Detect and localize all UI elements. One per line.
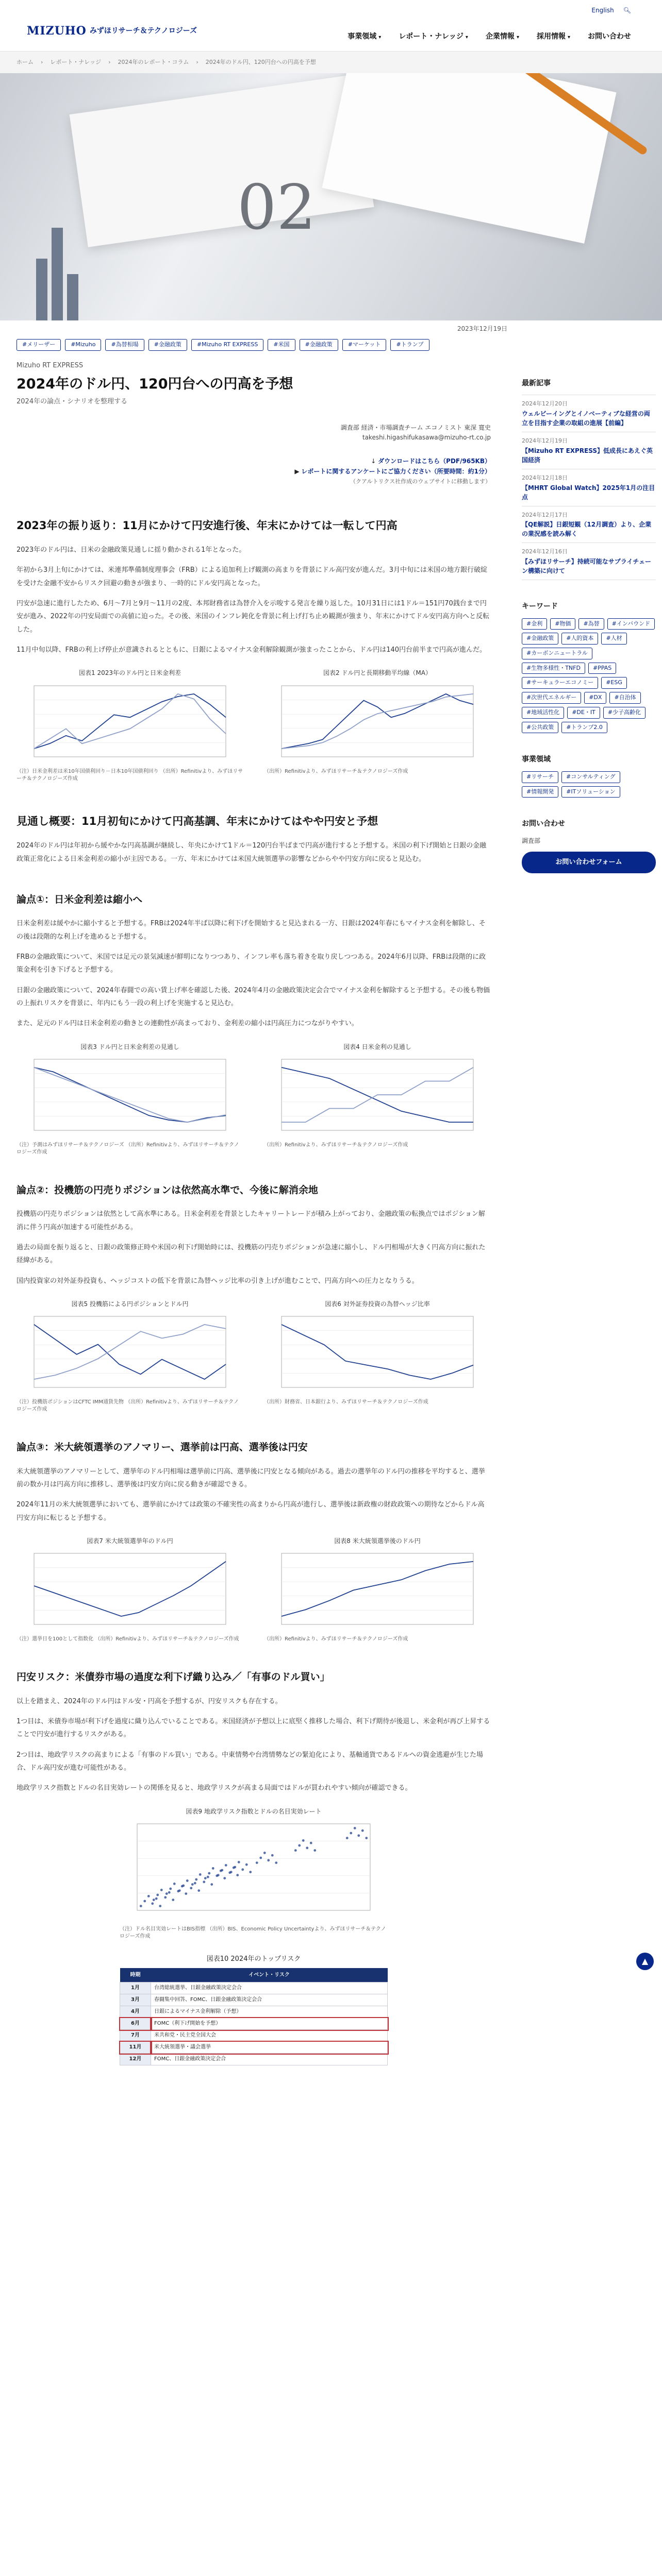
figure-caption: 図表8 米大統領選挙後のドル円 — [334, 1537, 421, 1545]
download-icon: ↓ — [371, 457, 378, 465]
scatter-point — [156, 1894, 159, 1896]
scatter-point — [207, 1876, 209, 1878]
keyword-chip[interactable]: #公共政策 — [522, 722, 558, 734]
table-cell-event: FOMC（利下げ開始を予想） — [151, 2018, 388, 2030]
scatter-point — [354, 1827, 356, 1829]
scatter-point — [178, 1889, 181, 1892]
figure-row — [16, 1042, 491, 1156]
table-cell-event: 台湾総統選挙、日銀金融政策決定会合 — [151, 1982, 388, 1994]
scatter-point — [361, 1829, 364, 1832]
scatter-point — [365, 1837, 368, 1839]
paragraph: 1つ目は、米債券市場が利下げを過度に織り込んでいることである。米国経済が予想以上に底堅く推移した場合、利下げ期待が後退し、米金利が再び上昇することで円安が進行するリスクがある。 — [16, 1718, 490, 1739]
figure-source: （出所）Refinitivより、みずほリサーチ＆テクノロジーズ作成 — [264, 1636, 408, 1642]
breadcrumb-reports[interactable]: レポート・ナレッジ — [50, 58, 102, 65]
nav-label: 事業領域 — [347, 32, 377, 41]
nav-label: レポート・ナレッジ — [399, 32, 464, 41]
figure-caption: 図表2 ドル円と長期移動平均線（MA） — [323, 669, 432, 677]
breadcrumb-year[interactable]: 2024年のレポート・コラム — [118, 58, 189, 65]
table-cell-event: FOMC、日銀金融政策決定会合 — [151, 2054, 388, 2065]
chart-1 — [16, 681, 243, 768]
recent-item[interactable] — [522, 506, 656, 544]
scatter-point — [259, 1857, 262, 1859]
recent-item[interactable] — [522, 469, 656, 506]
chart-6 — [264, 1311, 491, 1399]
table-row — [120, 2030, 388, 2042]
scatter-point — [350, 1832, 352, 1835]
recent-date: 2024年12月16日 — [522, 548, 568, 555]
recent-title[interactable]: 【みずほリサーチ】持続可能なサプライチェーン構築に向けて — [522, 557, 652, 574]
author-name: 調査部 経済・市場調査チーム エコノミスト 東深 寛史 — [340, 423, 491, 431]
scatter-point — [212, 1867, 214, 1870]
scatter-point — [160, 1889, 163, 1891]
nav-reports[interactable] — [399, 31, 468, 43]
lang-bar — [591, 5, 631, 15]
keyword-chip[interactable]: #自治体 — [609, 692, 640, 704]
figure — [264, 1536, 491, 1643]
table-row — [120, 1982, 388, 1994]
figure-caption: 図表6 対外証券投資の為替ヘッジ比率 — [325, 1300, 430, 1308]
scatter-point — [238, 1861, 240, 1863]
table-cell-month: 11月 — [120, 2042, 151, 2054]
recent-item[interactable] — [522, 432, 656, 469]
table-row — [120, 1994, 388, 2006]
article-date: 2023年12月19日 — [457, 325, 507, 332]
table-cell-event: 米共和党・民主党全国大会 — [151, 2030, 388, 2042]
figure-source: （注）予測はみずほリサーチ＆テクノロジーズ （出所）Refinitivより、みずほリサーチ＆テクノロジーズ作成 — [16, 1142, 239, 1155]
sidebar-heading: キーワード — [522, 602, 558, 611]
plot-area — [282, 686, 473, 757]
scatter-point — [164, 1896, 167, 1899]
scatter-point — [169, 1888, 172, 1890]
figure-source: （出所）Refinitivより、みずほリサーチ＆テクノロジーズ作成 — [264, 768, 408, 774]
breadcrumb-home[interactable]: ホーム — [16, 58, 34, 65]
page-top-button[interactable] — [636, 1953, 654, 1970]
figure-caption: 図表5 投機筋による円ポジションとドル円 — [71, 1300, 189, 1308]
breadcrumb-sep: › — [196, 58, 198, 65]
site-header — [0, 0, 662, 52]
keyword-chip[interactable]: #金融政策 — [522, 633, 558, 645]
scatter-point — [186, 1879, 189, 1882]
plot-area — [137, 1824, 370, 1910]
tag-chip[interactable]: #トランプ — [390, 339, 429, 351]
chevron-down-icon: ▾ — [567, 35, 570, 40]
page-title: 2024年のドル円、120円台への円高を予想 — [16, 376, 293, 392]
scatter-point — [190, 1887, 192, 1890]
nav-business[interactable] — [347, 31, 381, 43]
table-cell-month: 1月 — [120, 1982, 151, 1994]
keyword-chip[interactable]: #為替 — [578, 618, 604, 630]
scatter-point — [172, 1899, 174, 1901]
scatter-point — [241, 1869, 244, 1871]
section-heading: 論点①：日米金利差は縮小へ — [16, 893, 143, 905]
keyword-chip[interactable]: #地域活性化 — [522, 707, 564, 719]
english-link[interactable]: English — [591, 7, 614, 14]
table-header: 時期 — [120, 1968, 151, 1982]
paragraph: 11月中旬以降、FRBの利上げ停止が意識されるとともに、日銀によるマイナス金利解除観測が強まったことから、ドル円は140円台前半まで円高が進んだ。 — [16, 646, 487, 654]
hero-numeral: 02 — [237, 172, 316, 244]
recent-item[interactable] — [522, 395, 656, 432]
scatter-point — [225, 1864, 227, 1867]
table-row — [120, 2054, 388, 2065]
chart-8 — [264, 1548, 491, 1636]
scatter-point — [249, 1871, 252, 1873]
download-pdf-link[interactable]: ダウンロードはこちら（PDF/965KB） — [378, 457, 491, 465]
contact-label: 調査部 — [522, 837, 541, 845]
scatter-point — [153, 1899, 155, 1901]
tag-chip[interactable]: #米国 — [268, 339, 295, 351]
plot-area — [282, 1553, 473, 1624]
tag-chip[interactable]: #金融政策 — [300, 339, 338, 351]
scatter-point — [223, 1877, 226, 1879]
figure-source: （注）日米金利差は米10年国債利回り－日本10年国債利回り （出所）Refinitivより、みずほリサーチ＆テクノロジーズ作成 — [16, 768, 243, 782]
figure-source: （出所）財務省、日本銀行より、みずほリサーチ＆テクノロジーズ作成 — [264, 1399, 428, 1405]
scatter-point — [168, 1891, 171, 1894]
risk-table-body — [120, 1982, 388, 2065]
paragraph: 年初から3月上旬にかけては、米連邦準備制度理事会（FRB）による追加利上げ観測の高まりを背景にドル高円安が進んだ。3月中旬には米国の地方銀行破綻を受けた金融不安からリスク回避の動きが強まり、一時的にドル安円高となった。 — [16, 566, 487, 587]
scatter-point — [140, 1905, 142, 1907]
table-cell-month: 4月 — [120, 2006, 151, 2018]
scatter-point — [245, 1863, 248, 1866]
table-row — [120, 2006, 388, 2018]
figure — [16, 1536, 243, 1643]
scatter-point — [166, 1892, 168, 1895]
keyword-list — [522, 618, 656, 734]
author-block — [16, 423, 491, 443]
scatter-point — [275, 1861, 277, 1864]
survey-link[interactable]: レポートに関するアンケートにご協力ください（所要時間：約1分） — [301, 468, 491, 476]
chart-7 — [16, 1548, 243, 1636]
nav-label: 企業情報 — [485, 32, 515, 41]
table-cell-month: 12月 — [120, 2054, 151, 2065]
sidebar — [522, 357, 656, 2066]
plot-area — [34, 1553, 226, 1624]
download-links — [16, 456, 491, 486]
scatter-point — [346, 1837, 349, 1839]
figure-row — [16, 1536, 491, 1643]
figure-row — [16, 668, 491, 782]
arrow-right-icon: ▶ — [294, 468, 302, 476]
paragraph: 2024年のドル円は年初から緩やかな円高基調が継続し、年央にかけて1ドル＝120円台半ばまで円高が進行すると予想する。米国の利下げ開始と日銀の金融政策正常化による日米金利差の縮小が主因である。一方、年末にかけては米国大統領選挙の影響などからやや円安方向に戻ると見込む。 — [16, 842, 487, 863]
keyword-chip[interactable]: #人的資本 — [561, 633, 598, 645]
recent-date: 2024年12月17日 — [522, 511, 568, 518]
scatter-point — [208, 1872, 210, 1875]
recent-title[interactable]: 【QE解説】日銀短観（12月調査）より、企業の業況感を読み解く — [522, 521, 652, 538]
paragraph: 国内投資家の対外証券投資も、ヘッジコストの低下を背景に為替ヘッジ比率の引き上げが進むことで、円高方向への圧力となりうる。 — [16, 1277, 419, 1285]
tag-chip[interactable]: #Mizuho — [65, 339, 101, 351]
business-list — [522, 771, 656, 798]
search-icon[interactable]: 🔍︎ — [623, 7, 631, 14]
section-heading: 見通し概要：11月初旬にかけて円高基調、年末にかけてはやや円安と予想 — [16, 815, 378, 827]
scatter-point — [155, 1897, 158, 1900]
paragraph: 2024年11月の米大統領選挙においても、選挙前にかけては政策の不確実性の高まりから円高が進行し、選挙後は新政権の財政政策への期待などからドル高円安方向に転じると予想する。 — [16, 1501, 485, 1522]
paragraph: 米大統領選挙のアノマリーとして、選挙年のドル円相場は選挙前に円高、選挙後に円安となる傾向がある。過去の選挙年のドル円の推移を平均すると、選挙前の数か月は円高方向に推移し、選挙後は円安方向に戻る動きが確認できる。 — [16, 1467, 485, 1489]
contact-form-button[interactable]: お問い合わせフォーム — [522, 852, 656, 873]
scatter-point — [195, 1878, 197, 1881]
page-subtitle: 2024年の論点・シナリオを整理する — [16, 397, 127, 405]
scatter-point — [256, 1861, 258, 1864]
scatter-point — [191, 1883, 194, 1886]
paragraph: 過去の局面を振り返ると、日銀の政策修正時や米国の利下げ開始時には、投機筋の円売りポジションが急速に縮小し、ドル円相場が大きく円高方向に振れた経緯がある。 — [16, 1243, 486, 1265]
keyword-chip[interactable]: #DX — [584, 692, 606, 704]
recent-title[interactable]: 【MHRT Global Watch】2025年1月の注目点 — [522, 484, 655, 501]
chevron-down-icon: ▾ — [378, 35, 382, 40]
recent-date: 2024年12月20日 — [522, 400, 568, 408]
scatter-point — [173, 1883, 176, 1885]
tag-chip[interactable]: #Mizuho RT EXPRESS — [191, 339, 263, 351]
figure — [16, 1299, 243, 1413]
keyword-chip[interactable]: #インバウンド — [607, 618, 655, 630]
tag-list — [0, 336, 662, 357]
scatter-point — [221, 1869, 223, 1872]
scatter-point — [310, 1842, 312, 1844]
chart-9 — [120, 1819, 388, 1922]
paragraph: 2023年のドル円は、日米の金融政策見通しに揺り動かされる1年となった。 — [16, 546, 246, 554]
section-heading: 論点③：米大統領選挙のアノマリー、選挙前は円高、選挙後は円安 — [16, 1442, 308, 1453]
scatter-point — [313, 1849, 316, 1852]
figure-caption: 図表1 2023年のドル円と日米金利差 — [79, 669, 181, 677]
figure-source: （出所）Refinitivより、みずほリサーチ＆テクノロジーズ作成 — [264, 1142, 408, 1148]
site-logo[interactable] — [27, 22, 197, 41]
table-cell-month: 6月 — [120, 2018, 151, 2030]
nav-company[interactable] — [486, 31, 519, 43]
figure-caption: 図表7 米大統領選挙年のドル円 — [87, 1537, 173, 1545]
breadcrumb — [0, 52, 662, 73]
risk-table — [120, 1968, 388, 2065]
scatter-point — [203, 1881, 205, 1884]
keyword-chip[interactable]: #人材 — [601, 633, 626, 645]
author-email[interactable]: takeshi.higashifukasawa@mizuho-rt.co.jp — [362, 433, 491, 441]
figure — [264, 1299, 491, 1413]
scatter-point — [230, 1871, 233, 1873]
section-heading: 2023年の振り返り：11月にかけて円安進行後、年末にかけては一転して円高 — [16, 519, 398, 532]
sidebar-heading: 事業領域 — [522, 755, 551, 764]
chart-5 — [16, 1311, 243, 1399]
plot-area — [34, 1316, 226, 1387]
table-cell-event: 春闘集中回答、FOMC、日銀金融政策決定会合 — [151, 1994, 388, 2006]
scatter-point — [182, 1885, 185, 1887]
tag-chip[interactable]: #マーケット — [342, 339, 387, 351]
figure-source: （注）投機筋ポジションはCFTC IMM通貨先物 （出所）Refinitivより、みずほリサーチ＆テクノロジーズ作成 — [16, 1399, 239, 1413]
scatter-point — [143, 1900, 146, 1903]
scatter-point — [236, 1874, 239, 1876]
business-chip[interactable]: #情報開発 — [522, 786, 558, 798]
figure-caption: 図表4 日米金利の見通し — [343, 1043, 411, 1050]
table-header: イベント・リスク — [151, 1968, 388, 1982]
figure-caption: 図表3 ドル円と日米金利差の見通し — [80, 1043, 179, 1050]
business-chip[interactable]: #ITソリューション — [561, 786, 620, 798]
breadcrumb-sep: › — [41, 58, 43, 65]
nav-label: 採用情報 — [536, 32, 566, 41]
recent-date: 2024年12月18日 — [522, 474, 568, 481]
recent-date: 2024年12月19日 — [522, 437, 568, 445]
paragraph: また、足元のドル円は日米金利差の動きとの連動性が高まっており、金利差の縮小は円高圧力につながりやすい。 — [16, 1020, 358, 1028]
paragraph: 日銀の金融政策について、2024年春闘での高い賃上げ率を確認した後、2024年4月の金融政策決定会合でマイナス金利を解除すると予想する。その後も物価の上振れリスクを背景に、年内にもう一段の利上げを実施すると見込む。 — [16, 986, 490, 1007]
chart-3 — [16, 1054, 243, 1142]
article-main — [16, 357, 491, 2066]
scatter-point — [298, 1844, 301, 1847]
breadcrumb-sep: › — [108, 58, 111, 65]
hero-image — [0, 73, 662, 320]
paragraph: 投機筋の円売りポジションは依然として高水準にある。日米金利差を背景としたキャリートレードが積み上がっており、金融政策の転換点ではポジション解消に伴う円高が加速する可能性がある。 — [16, 1210, 485, 1231]
logo-sub[interactable]: みずほリサーチ＆テクノロジーズ — [89, 26, 197, 35]
scatter-point — [217, 1874, 220, 1876]
keyword-chip[interactable]: #ESG — [601, 677, 627, 689]
series-label: Mizuho RT EXPRESS — [16, 361, 84, 369]
paragraph: 2つ目は、地政学リスクの高まりによる「有事のドル買い」である。中東情勢や台湾情勢などの緊迫化により、基軸通貨であるドルへの資金逃避が生じた場合、ドル高円安が進む可能性がある。 — [16, 1751, 484, 1772]
table-cell-month: 3月 — [120, 1994, 151, 2006]
hero-bar — [36, 259, 47, 320]
figure-source: （注）選挙日を100として指数化 （出所）Refinitivより、みずほリサーチ＆テクノロジーズ作成 — [16, 1636, 239, 1642]
recent-title[interactable]: 【Mizuho RT EXPRESS】低成長にあえぐ英国経済 — [522, 447, 653, 464]
figure-caption: 図表9 地政学リスク指数とドルの名目実効レート — [186, 1807, 322, 1815]
figure — [16, 1042, 243, 1156]
sidebar-heading: 最新記事 — [522, 379, 551, 387]
survey-note: （クアルトリクス社作成のウェブサイトに移動します） — [350, 478, 491, 485]
figure-row — [16, 1299, 491, 1413]
recent-item[interactable] — [522, 543, 656, 580]
table-row — [120, 2018, 388, 2030]
keyword-chip[interactable]: #トランプ2.0 — [561, 722, 607, 734]
paragraph: 以上を踏まえ、2024年のドル円はドル安・円高を予想するが、円安リスクも存在する。 — [16, 1697, 282, 1705]
tag-chip[interactable]: #金融政策 — [148, 339, 187, 351]
figure — [16, 668, 243, 782]
paragraph: 日米金利差は緩やかに縮小すると予想する。FRBは2024年半ば以降に利下げを開始すると見込まれる一方、日銀は2024年春にもマイナス金利を解除し、その後は段階的な利上げを進めると予想する。 — [16, 920, 486, 941]
breadcrumb-current: 2024年のドル円、120円台への円高を予想 — [205, 58, 316, 65]
logo-mark[interactable]: MIZUHO — [27, 24, 87, 38]
business-chip[interactable]: #コンサルティング — [561, 771, 620, 783]
recent-list — [522, 395, 656, 580]
paragraph: 円安が急速に進行したため、6月～7月と9月～11月の2度、本邦財務省は為替介入を示唆する発言を繰り返した。10月31日には1ドル＝151円70銭台まで円安が進み、2022年の円安局面での高値に迫った。その後、米国のインフレ鈍化を背景に利上げ打ち止め観測が強まり、年末にかけてドル安円高方向へと反転した。 — [16, 599, 490, 634]
keyword-chip[interactable]: #DE・IT — [567, 707, 600, 719]
chart-2 — [264, 681, 491, 768]
scatter-point — [199, 1873, 202, 1876]
chart-4 — [264, 1054, 491, 1142]
figure-source: （注）ドル名目実効レートはBIS指標 （出所）BIS、Economic Policy Uncertaintyより、みずほリサーチ＆テクノロジーズ作成 — [120, 1926, 386, 1940]
figure-caption: 図表10 2024年のトップリスク — [206, 1955, 301, 1963]
business-chip[interactable]: #リサーチ — [522, 771, 558, 783]
chevron-up-icon: ▲ — [641, 1956, 649, 1966]
tag-chip[interactable]: #為替相場 — [105, 339, 144, 351]
nav-recruit[interactable] — [537, 31, 570, 43]
scatter-point — [234, 1866, 236, 1869]
scatter-point — [271, 1854, 274, 1857]
keyword-chip[interactable]: #少子高齢化 — [603, 707, 646, 719]
tag-chip[interactable]: #メリーザー — [16, 339, 61, 351]
paragraph: 地政学リスク指数とドルの名目実効レートの関係を見ると、地政学リスクが高まる局面ではドルが買われやすい傾向が確認できる。 — [16, 1784, 412, 1792]
scatter-point — [147, 1895, 150, 1897]
scatter-point — [185, 1892, 187, 1895]
table-row — [120, 2042, 388, 2054]
hero-bar — [67, 274, 78, 320]
scatter-point — [159, 1905, 161, 1907]
scatter-point — [357, 1835, 360, 1837]
section-heading: 論点②：投機筋の円売りポジションは依然高水準で、今後に解消余地 — [16, 1184, 318, 1196]
section-heading: 円安リスク：米債券市場の過度な利下げ織り込み／「有事のドル買い」 — [16, 1671, 330, 1683]
figure — [264, 668, 491, 782]
figure — [264, 1042, 491, 1156]
scatter-point — [263, 1852, 266, 1854]
hero-bar — [52, 228, 63, 320]
nav-label: お問い合わせ — [588, 32, 631, 41]
scatter-point — [302, 1839, 305, 1842]
keyword-chip[interactable]: #生物多様性・TNFD — [522, 663, 585, 674]
scatter-point — [197, 1889, 200, 1892]
chevron-down-icon: ▾ — [465, 35, 468, 40]
keyword-chip[interactable]: #物価 — [550, 618, 575, 630]
scatter-point — [294, 1849, 297, 1852]
sidebar-heading: お問い合わせ — [522, 820, 565, 828]
table-cell-month: 7月 — [120, 2030, 151, 2042]
keyword-chip[interactable]: #PPAS — [588, 663, 616, 674]
table-cell-event: 日銀によるマイナス金利解除（予想） — [151, 2006, 388, 2018]
scatter-point — [151, 1903, 154, 1905]
keyword-chip[interactable]: #次世代エネルギー — [522, 692, 581, 704]
scatter-point — [194, 1882, 196, 1885]
nav-contact[interactable] — [588, 31, 631, 43]
global-nav — [347, 31, 631, 43]
figure — [120, 1806, 388, 1940]
recent-title[interactable]: ウェルビーイングとイノベーティブな経営の両立を目指す企業の取組の進展【前編】 — [522, 410, 650, 427]
plot-area — [282, 1316, 473, 1387]
table-cell-event: 米大統領選挙・議会選挙 — [151, 2042, 388, 2054]
keyword-chip[interactable]: #カーボンニュートラル — [522, 648, 592, 659]
chevron-down-icon: ▾ — [516, 35, 519, 40]
scatter-point — [306, 1847, 308, 1850]
scatter-point — [204, 1877, 207, 1879]
scatter-point — [267, 1859, 270, 1862]
content-wrap — [0, 357, 662, 2066]
keyword-chip[interactable]: #金利 — [522, 618, 547, 630]
keyword-chip[interactable]: #サーキュラーエコノミー — [522, 677, 598, 689]
paragraph: FRBの金融政策について、米国では足元の景気減速が鮮明になりつつあり、インフレ率も落ち着きを取り戻しつつある。2024年6月以降、FRBは段階的に政策金利を引き下げると予想する。 — [16, 953, 486, 974]
scatter-point — [210, 1883, 213, 1886]
